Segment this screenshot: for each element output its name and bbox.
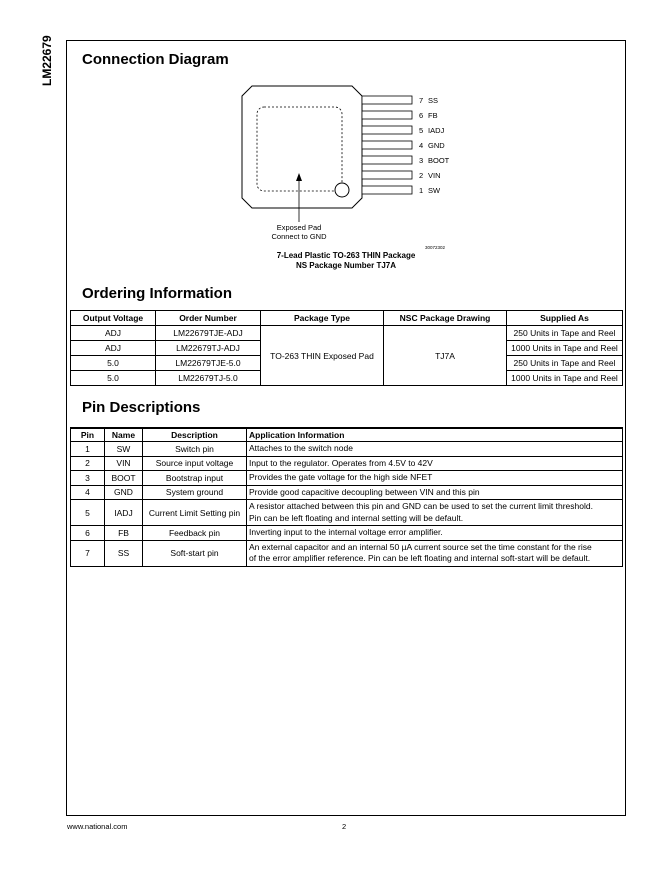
pin-application-cell — [247, 485, 623, 500]
pin-name-cell: SS — [105, 540, 143, 566]
pin-application-cell — [247, 471, 623, 486]
ordering-order-cell: LM22679TJ-ADJ — [156, 341, 261, 356]
pin-number-label: 4 — [419, 141, 424, 150]
pin-name-label: SW — [428, 186, 441, 195]
pin-name-label: BOOT — [428, 156, 450, 165]
pin-description-cell: Soft-start pin — [143, 540, 247, 566]
pin-application-cell — [247, 540, 623, 566]
ordering-header-voltage: Output Voltage — [71, 311, 156, 326]
footer-page-number: 2 — [342, 822, 347, 831]
connection-diagram-title: Connection Diagram — [82, 51, 229, 68]
table-row — [71, 485, 623, 500]
ordering-package-type-cell: TO-263 THIN Exposed Pad — [261, 326, 384, 386]
pin-number-cell: 2 — [71, 456, 105, 471]
pin-description-cell: Switch pin — [143, 442, 247, 457]
pin-name-label: SS — [428, 96, 439, 105]
ordering-voltage-cell: 5.0 — [71, 356, 156, 371]
ordering-header-drawing: NSC Package Drawing — [384, 311, 507, 326]
pin-number-label: 2 — [419, 171, 424, 180]
pin-name-label: IADJ — [428, 126, 445, 135]
ordering-header-order: Order Number — [156, 311, 261, 326]
part-number-side-label: LM22679 — [40, 35, 54, 86]
pin-number-label: 1 — [419, 186, 424, 195]
pin-name-cell: FB — [105, 526, 143, 541]
ordering-voltage-cell: ADJ — [71, 326, 156, 341]
application-line: Pin can be left floating and internal setting will be default. — [249, 512, 464, 523]
pin-descriptions-title: Pin Descriptions — [82, 399, 201, 416]
pin-number-cell: 1 — [71, 442, 105, 457]
ordering-header-package: Package Type — [261, 311, 384, 326]
pin-number-label: 6 — [419, 111, 424, 120]
pin-number-cell: 7 — [71, 540, 105, 566]
exposed-pad-label: Exposed Pad — [276, 223, 322, 232]
application-line: Provides the gate voltage for the high side NFET — [249, 472, 433, 482]
pin-application-cell — [247, 526, 623, 541]
application-line: A resistor attached between this pin and GND can be used to set the current limit threshold. — [249, 501, 593, 511]
connect-to-gnd-label: Connect to GND — [271, 232, 327, 241]
pin-application-cell — [247, 500, 623, 526]
pin-description-cell: Feedback pin — [143, 526, 247, 541]
pin-number-cell: 5 — [71, 500, 105, 526]
package-caption-line2: NS Package Number TJ7A — [295, 261, 397, 270]
table-row — [71, 540, 623, 566]
ordering-table — [70, 310, 623, 386]
ordering-supplied-cell: 1000 Units in Tape and Reel — [507, 341, 623, 356]
figure-code: 30072302 — [425, 245, 446, 250]
footer-website: www.national.com — [67, 822, 128, 831]
pin-name-cell: IADJ — [105, 500, 143, 526]
package-caption-line1: 7-Lead Plastic TO-263 THIN Package — [276, 251, 416, 260]
ordering-supplied-cell: 1000 Units in Tape and Reel — [507, 371, 623, 386]
ordering-order-cell: LM22679TJE-5.0 — [156, 356, 261, 371]
table-row — [71, 326, 623, 341]
pin-number-label: 3 — [419, 156, 424, 165]
pin-name-label: GND — [428, 141, 445, 150]
pin-description-cell: System ground — [143, 485, 247, 500]
pin-number-cell: 4 — [71, 485, 105, 500]
pin-description-cell: Bootstrap input — [143, 471, 247, 486]
ordering-voltage-cell: ADJ — [71, 341, 156, 356]
ordering-supplied-cell: 250 Units in Tape and Reel — [507, 326, 623, 341]
application-line: of the error amplifier reference. Pin can be left floating and internal soft-start will be default. — [249, 553, 591, 563]
ordering-voltage-cell: 5.0 — [71, 371, 156, 386]
pin-header-pin: Pin — [71, 428, 105, 442]
ordering-supplied-cell: 250 Units in Tape and Reel — [507, 356, 623, 371]
table-row — [71, 471, 623, 486]
table-row — [71, 456, 623, 471]
pin-name-label: VIN — [428, 171, 441, 180]
pin-header-name: Name — [105, 428, 143, 442]
pin-number-cell: 6 — [71, 526, 105, 541]
table-row — [71, 442, 623, 457]
pin-description-cell: Source input voltage — [143, 456, 247, 471]
pin-descriptions-table — [70, 427, 623, 567]
ordering-order-cell: LM22679TJE-ADJ — [156, 326, 261, 341]
pin-name-cell: VIN — [105, 456, 143, 471]
pin-number-label: 5 — [419, 126, 424, 135]
table-row — [71, 500, 623, 526]
application-line: Inverting input to the internal voltage error amplifier. — [249, 527, 443, 537]
package-caption — [246, 251, 446, 271]
pin-name-cell: GND — [105, 485, 143, 500]
ordering-information-title: Ordering Information — [82, 285, 232, 302]
pin-name-cell: BOOT — [105, 471, 143, 486]
pin-name-label: FB — [428, 111, 438, 120]
pin-application-cell — [247, 442, 623, 457]
application-line: Input to the regulator. Operates from 4.5V to 42V — [249, 457, 433, 468]
ordering-drawing-cell: TJ7A — [384, 326, 507, 386]
pin-header-description: Description — [143, 428, 247, 442]
pin-header-application: Application Information — [247, 428, 623, 442]
pin-description-cell: Current Limit Setting pin — [143, 500, 247, 526]
ordering-order-cell: LM22679TJ-5.0 — [156, 371, 261, 386]
pin-number-label: 7 — [419, 96, 424, 105]
pin-name-cell: SW — [105, 442, 143, 457]
application-line: An external capacitor and an internal 50 µA current source set the time constant for the rise — [249, 541, 592, 552]
table-row — [71, 526, 623, 541]
pin-number-cell: 3 — [71, 471, 105, 486]
ordering-header-supplied: Supplied As — [507, 311, 623, 326]
application-line: Provide good capacitive decoupling between VIN and this pin — [249, 486, 480, 497]
pin-application-cell — [247, 456, 623, 471]
application-line: Attaches to the switch node — [249, 443, 353, 453]
